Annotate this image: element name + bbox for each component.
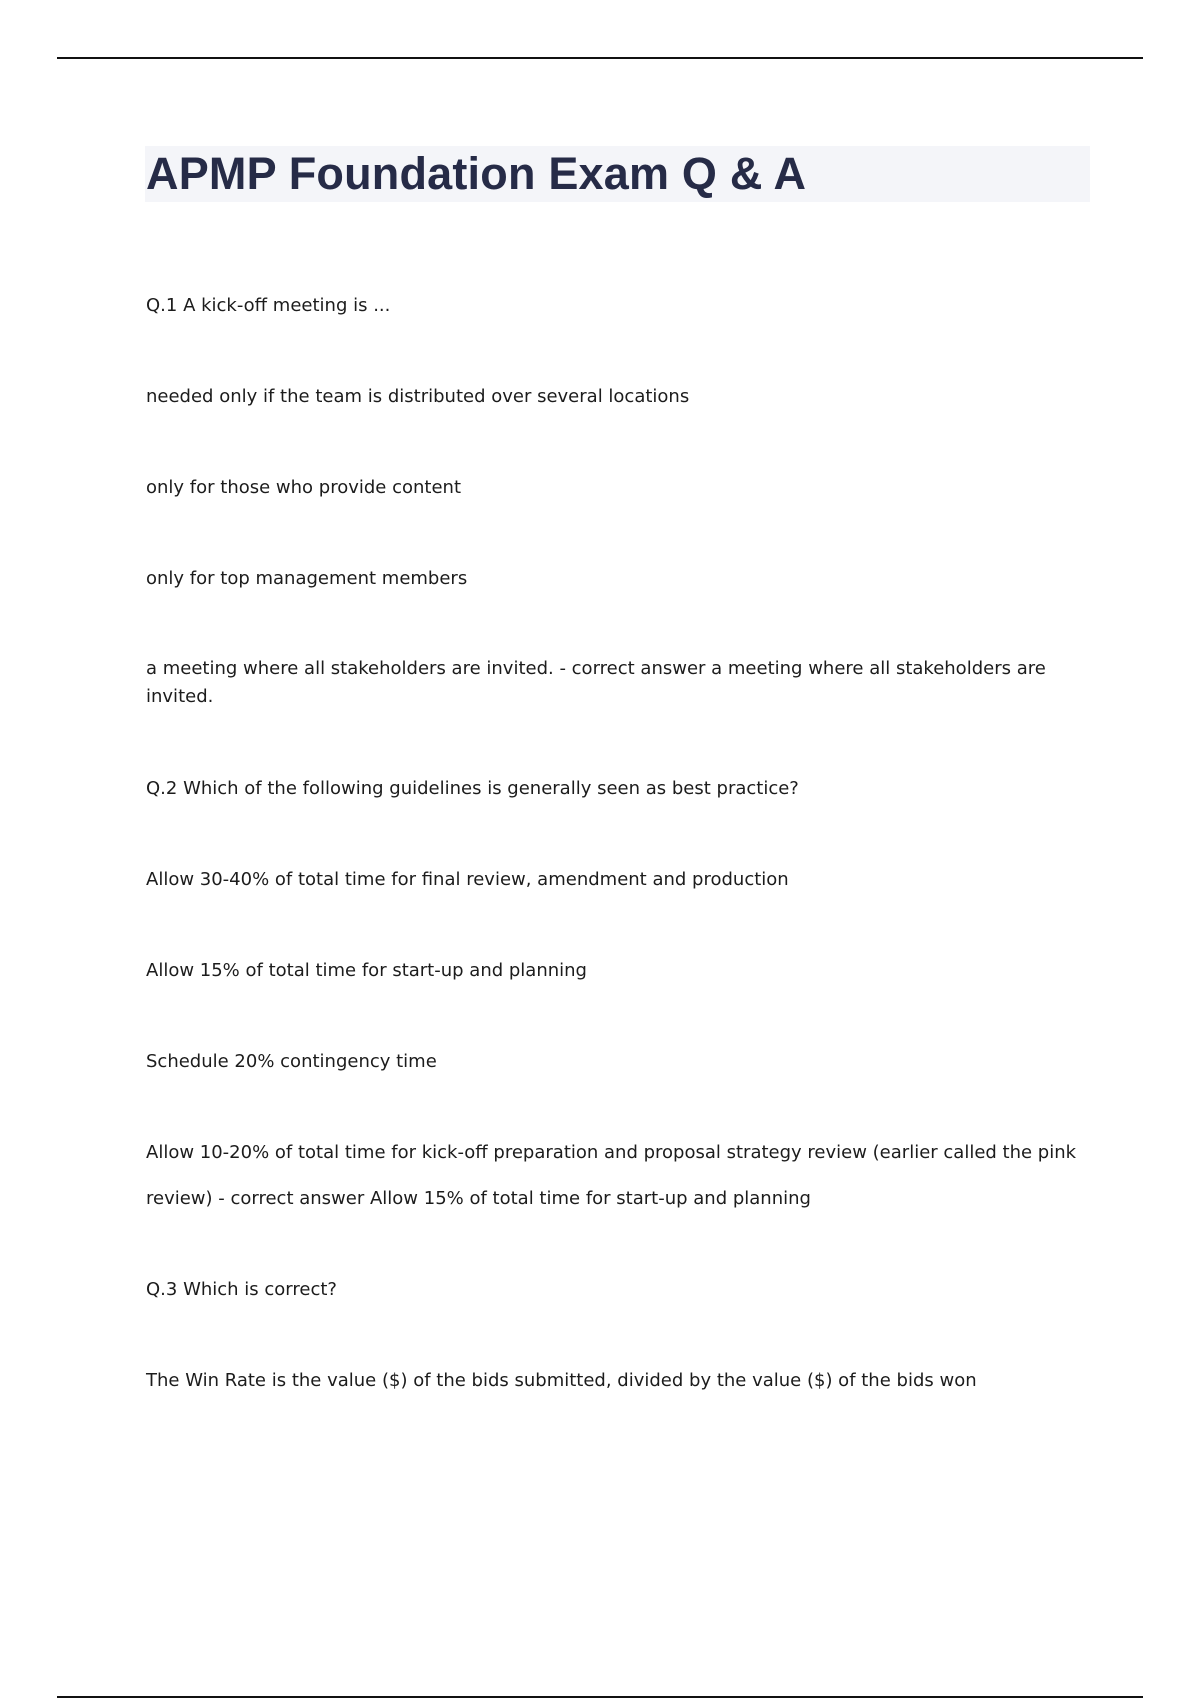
answer-option: only for those who provide content [146,477,462,498]
correct-answer-line: review) - correct answer Allow 15% of total time for start-up and planning [146,1188,811,1209]
question-1: Q.1 A kick-off meeting is ... [146,295,391,316]
answer-option: Allow 30-40% of total time for final review, amendment and production [146,869,789,890]
answer-option: Schedule 20% contingency time [146,1051,437,1072]
footer-rule [57,1696,1143,1698]
header-rule [57,57,1143,59]
answer-option-with-correct-answer: a meeting where all stakeholders are invited. - correct answer a meeting where all stakeholders are invited. [146,658,1046,707]
answer-option: Allow 10-20% of total time for kick-off preparation and proposal strategy review (earlier called the pink [146,1142,1077,1163]
answer-option: Allow 15% of total time for start-up and planning [146,960,587,981]
answer-option: only for top management members [146,568,468,589]
question-3: Q.3 Which is correct? [146,1279,337,1300]
answer-option: The Win Rate is the value ($) of the bids submitted, divided by the value ($) of the bids won [146,1370,977,1391]
answer-option: needed only if the team is distributed over several locations [146,386,690,407]
question-2: Q.2 Which of the following guidelines is generally seen as best practice? [146,778,799,799]
document-title: APMP Foundation Exam Q & A [146,148,807,199]
